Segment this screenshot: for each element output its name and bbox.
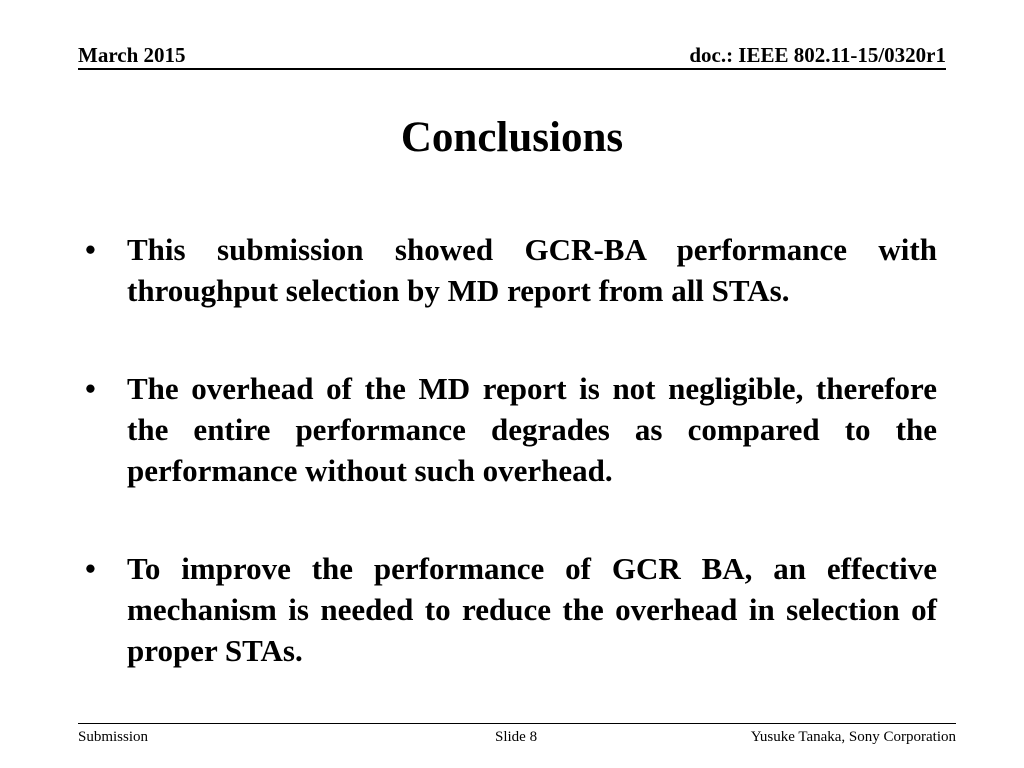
bullet-text: To improve the performance of GCR BA, an effective mechanism is needed to reduce the overhead in selection of proper STAs. bbox=[127, 551, 937, 668]
bullet-item bbox=[85, 229, 937, 311]
bullet-text: This submission showed GCR-BA performance with throughput selection by MD report from all STAs. bbox=[127, 232, 937, 308]
slide-footer bbox=[78, 723, 956, 748]
slide-title: Conclusions bbox=[400, 114, 624, 161]
bullet-marker: • bbox=[85, 551, 96, 586]
header-doc-id: doc.: IEEE 802.11-15/0320r1 bbox=[689, 43, 946, 67]
bullet-list bbox=[85, 229, 937, 671]
footer-slide-number: Slide 8 bbox=[495, 729, 538, 745]
footer-author: Yusuke Tanaka, Sony Corporation bbox=[750, 729, 956, 745]
header-date: March 2015 bbox=[78, 43, 186, 67]
bullet-item bbox=[85, 548, 937, 671]
bullet-item bbox=[85, 368, 937, 491]
bullet-text: The overhead of the MD report is not negligible, therefore the entire performance degrades as compared to the performance without such overhead. bbox=[127, 371, 937, 488]
bullet-marker: • bbox=[85, 232, 96, 267]
slide-header bbox=[78, 42, 946, 70]
bullet-marker: • bbox=[85, 371, 96, 406]
footer-submission: Submission bbox=[78, 729, 149, 745]
